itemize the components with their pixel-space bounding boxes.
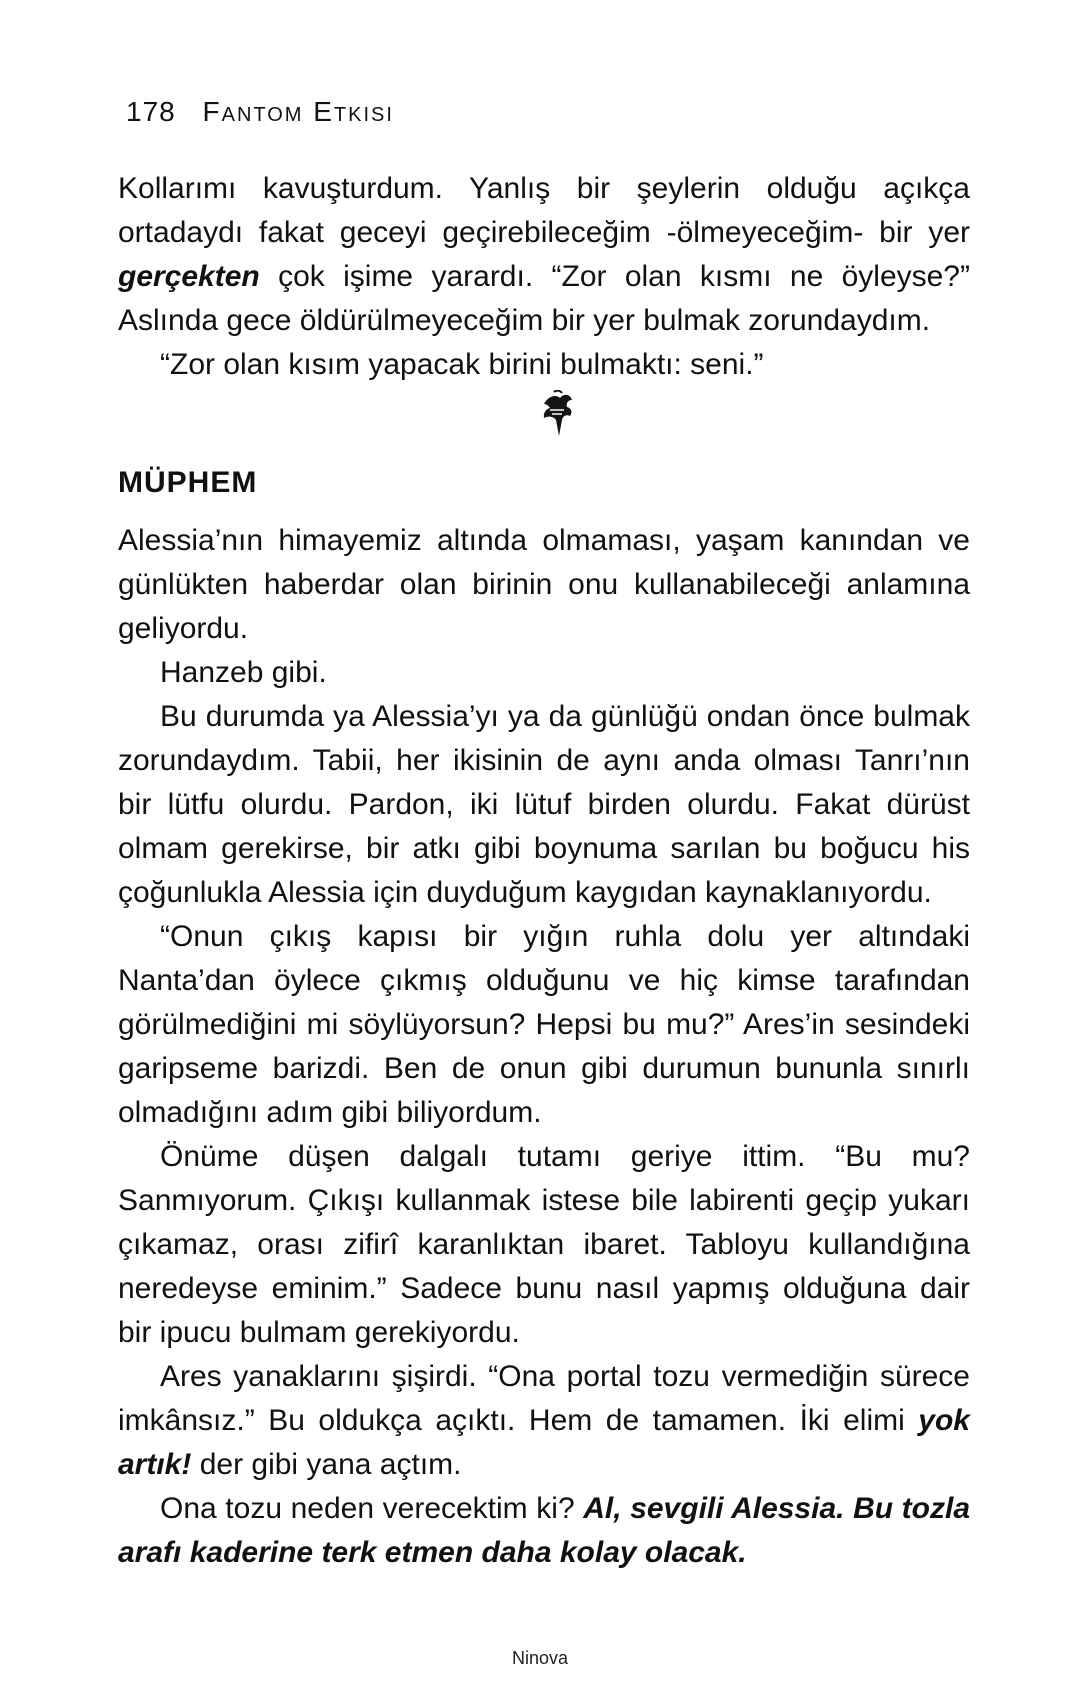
running-head: [126, 96, 394, 128]
text-run: Alessia’nın himayemiz altında olmaması, yaşam kanından ve günlükten haberdar olan birinin onu kullanabileceği anlamına geliyordu.: [118, 524, 970, 645]
text-run: Bu durumda ya Alessia’yı ya da günlüğü ondan önce bulmak zorundaydım. Tabii, her ikisinin de aynı anda olması Tanrı’nın bir lütfu olurdu. Pardon, iki lütuf birden olurdu. Fakat dürüst olmam gerekirse, bir atkı gibi boynuma sarılan bu boğucu his çoğunlukla Alessia için duyduğum kaygıdan kaynaklanıyordu.: [118, 700, 970, 909]
paragraph: [118, 1135, 970, 1355]
paragraph: [118, 695, 970, 915]
text-run: Ares yanaklarını şişirdi. “Ona portal tozu vermediğin sürece imkânsız.” Bu oldukça açıktı. Hem de tamamen. İki elimi: [118, 1360, 970, 1437]
paragraph: [118, 651, 970, 695]
text-run: Hanzeb gibi.: [160, 656, 327, 689]
italic-text: yok artık!: [118, 1404, 970, 1481]
text-run: “Onun çıkış kapısı bir yığın ruhla dolu yer altındaki Nanta’dan öylece çıkmış olduğunu ve hiç kimse tarafından görülmediğini mi söylüyorsun? Hepsi bu mu?” Ares’in sesindeki garipseme barizdi. Ben de onun gibi durumun bununla sınırlı olmadığını adım gibi biliyordum.: [118, 920, 970, 1129]
text-run: Önüme düşen dalgalı tutamı geriye ittim. “Bu mu? Sanmıyorum. Çıkışı kullanmak istese bile labirenti geçip yukarı çıkamaz, orası zifirî karanlıktan ibaret. Tabloyu kullandığına neredeyse eminim.” Sadece bunu nasıl yapmış olduğuna dair bir ipucu bulmam gerekiyordu.: [118, 1140, 970, 1349]
text-run: der gibi yana açtım.: [191, 1448, 462, 1481]
italic-text: gerçekten: [118, 260, 260, 293]
paragraph: [118, 519, 970, 651]
italic-text: Al, sevgili Alessia. Bu tozla arafı kaderine terk etmen daha kolay olacak.: [118, 1492, 971, 1569]
publisher-watermark: Ninova: [511, 1648, 569, 1668]
book-title: Fantom Etkisi: [202, 96, 394, 127]
paragraph: [118, 915, 970, 1135]
page-number: 178: [126, 96, 176, 127]
text-run: Kollarımı kavuşturdum. Yanlış bir şeylerin olduğu açıkça ortadaydı fakat geceyi geçirebileceğim -ölmeyeceğim- bir yer: [118, 172, 970, 249]
text-run: Ona tozu neden verecektim ki?: [160, 1492, 584, 1525]
text-run: “Zor olan kısım yapacak birini bulmaktı: seni.”: [160, 348, 764, 381]
section-heading: MÜPHEM: [118, 466, 258, 499]
paragraph: [118, 1355, 970, 1487]
section-text-block: [118, 519, 970, 1575]
top-text-block: [118, 167, 970, 387]
text-run: çok işime yarardı. “Zor olan kısmı ne öyleyse?” Aslında gece öldürülmeyeceğim bir yer bulmak zorundaydım.: [118, 260, 970, 337]
paragraph: [118, 167, 970, 343]
paragraph: [118, 1487, 970, 1575]
paragraph: [118, 343, 970, 387]
decorative-ornament-icon: [538, 390, 576, 442]
